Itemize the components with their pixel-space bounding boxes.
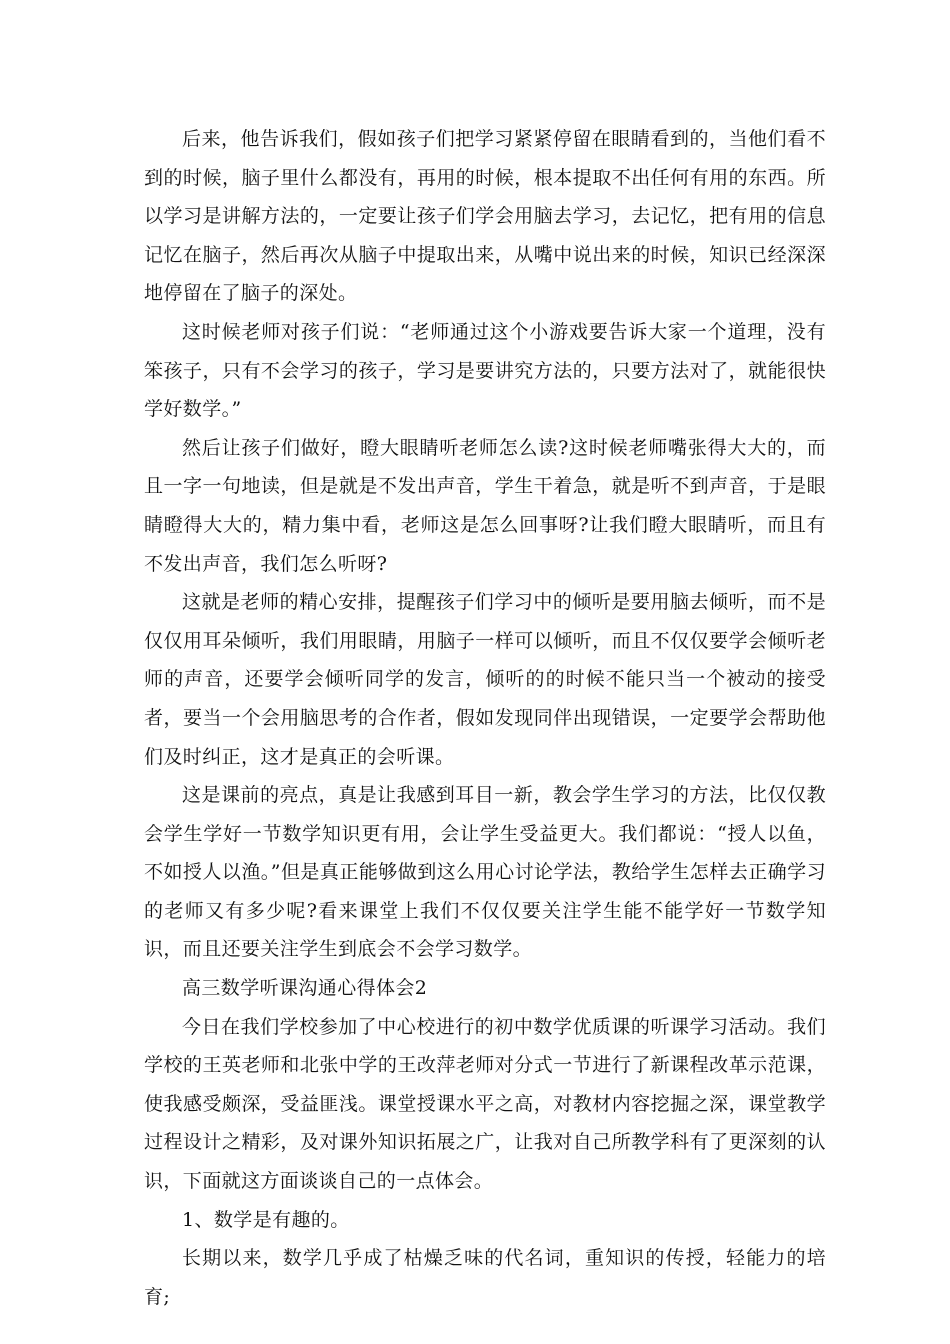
- paragraph-4: 这就是老师的精心安排，提醒孩子们学习中的倾听是要用脑去倾听，而不是仅仅用耳朵倾听，我们用眼睛，用脑子一样可以倾听，而且不仅仅要学会倾听老师的声音，还要学会倾听同学的发言，倾听的的时候不能只当一个被动的接受者，要当一个会用脑思考的合作者，假如发现同伴出现错误，一定要学会帮助他们及时纠正，这才是真正的会听课。: [144, 591, 826, 768]
- section-heading: 高三数学听课沟通心得体会2: [182, 977, 428, 1000]
- paragraph-6: 今日在我们学校参加了中心校进行的初中数学优质课的听课学习活动。我们学校的王英老师和北张中学的王改萍老师对分式一节进行了新课程改革示范课，使我感受颇深，受益匪浅。课堂授课水平之高，对教材内容挖掘之深，课堂教学过程设计之精彩，及对课外知识拓展之广，让我对自己所教学科有了更深刻的认识，下面就这方面谈谈自己的一点体会。: [144, 1015, 826, 1193]
- paragraph-3: 然后让孩子们做好，瞪大眼睛听老师怎么读?这时候老师嘴张得大大的，而且一字一句地读，但是就是不发出声音，学生干着急，就是听不到声音，于是眼睛瞪得大大的，精力集中看，老师这是怎么回事呀?让我们瞪大眼睛听，而且有不发出声音，我们怎么听呀?: [144, 436, 826, 575]
- list-point-1: 1、数学是有趣的。: [182, 1208, 350, 1231]
- paragraph-7: 长期以来，数学几乎成了枯燥乏味的代名词，重知识的传授，轻能力的培育;: [144, 1247, 826, 1308]
- paragraph-1: 后来，他告诉我们，假如孩子们把学习紧紧停留在眼睛看到的，当他们看不到的时候，脑子里什么都没有，再用的时候，根本提取不出任何有用的东西。所以学习是讲解方法的，一定要让孩子们学会用脑去学习，去记忆，把有用的信息记忆在脑子，然后再次从脑子中提取出来，从嘴中说出来的时候，知识已经深深地停留在了脑子的深处。: [144, 128, 826, 305]
- paragraph-5: 这是课前的亮点，真是让我感到耳目一新，教会学生学习的方法，比仅仅教会学生学好一节数学知识更有用，会让学生受益更大。我们都说：“授人以鱼，不如授人以渔。”但是真正能够做到这么用心讨论学法，教给学生怎样去正确学习的老师又有多少呢?看来课堂上我们不仅仅要关注学生能不能学好一节数学知识，而且还要关注学生到底会不会学习数学。: [144, 784, 826, 961]
- document-body: [144, 120, 826, 1316]
- paragraph-2: 这时候老师对孩子们说：“老师通过这个小游戏要告诉大家一个道理，没有笨孩子，只有不会学习的孩子，学习是要讲究方法的，只要方法对了，就能很快学好数学。”: [144, 320, 826, 421]
